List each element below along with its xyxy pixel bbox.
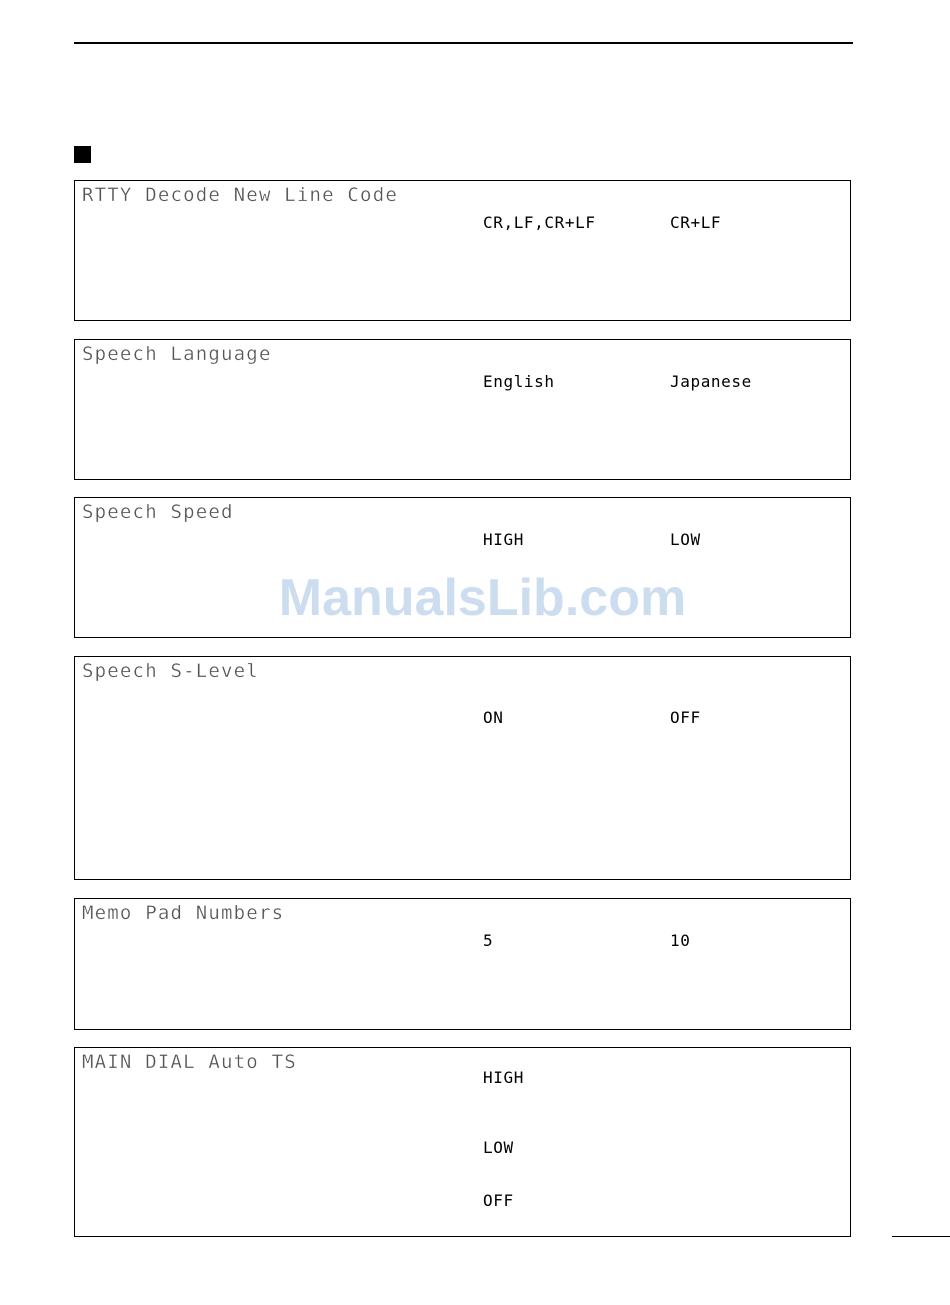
watermark: ManualsLib.com bbox=[278, 569, 687, 627]
setting-option-1: ON bbox=[483, 708, 504, 727]
setting-box-rtty-new-line-code bbox=[74, 180, 851, 321]
setting-title: Memo Pad Numbers bbox=[82, 902, 285, 924]
page-edge-mark bbox=[892, 1236, 950, 1237]
setting-option-2: Japanese bbox=[670, 372, 752, 391]
setting-option-1: HIGH bbox=[483, 1068, 524, 1087]
setting-option-1: 5 bbox=[483, 931, 494, 950]
setting-option-2: OFF bbox=[670, 708, 701, 727]
setting-option-1: English bbox=[483, 372, 555, 391]
setting-option-2: LOW bbox=[483, 1138, 514, 1157]
setting-box-speech-speed bbox=[74, 497, 851, 638]
setting-title: RTTY Decode New Line Code bbox=[82, 184, 398, 206]
top-rule bbox=[74, 42, 853, 44]
section-marker-square bbox=[74, 146, 91, 163]
setting-title: Speech Language bbox=[82, 343, 272, 365]
setting-box-main-dial-auto-ts bbox=[74, 1047, 851, 1237]
setting-title: Speech Speed bbox=[82, 501, 234, 523]
setting-box-memo-pad-numbers bbox=[74, 898, 851, 1030]
setting-title: Speech S-Level bbox=[82, 660, 259, 682]
setting-option-2: 10 bbox=[670, 931, 691, 950]
setting-option-3: OFF bbox=[483, 1191, 514, 1210]
setting-box-speech-language bbox=[74, 339, 851, 480]
setting-option-1: HIGH bbox=[483, 530, 524, 549]
setting-title: MAIN DIAL Auto TS bbox=[82, 1051, 297, 1073]
setting-option-2: LOW bbox=[670, 530, 701, 549]
setting-option-1: CR,LF,CR+LF bbox=[483, 213, 596, 232]
setting-box-speech-s-level bbox=[74, 656, 851, 880]
setting-option-2: CR+LF bbox=[670, 213, 722, 232]
